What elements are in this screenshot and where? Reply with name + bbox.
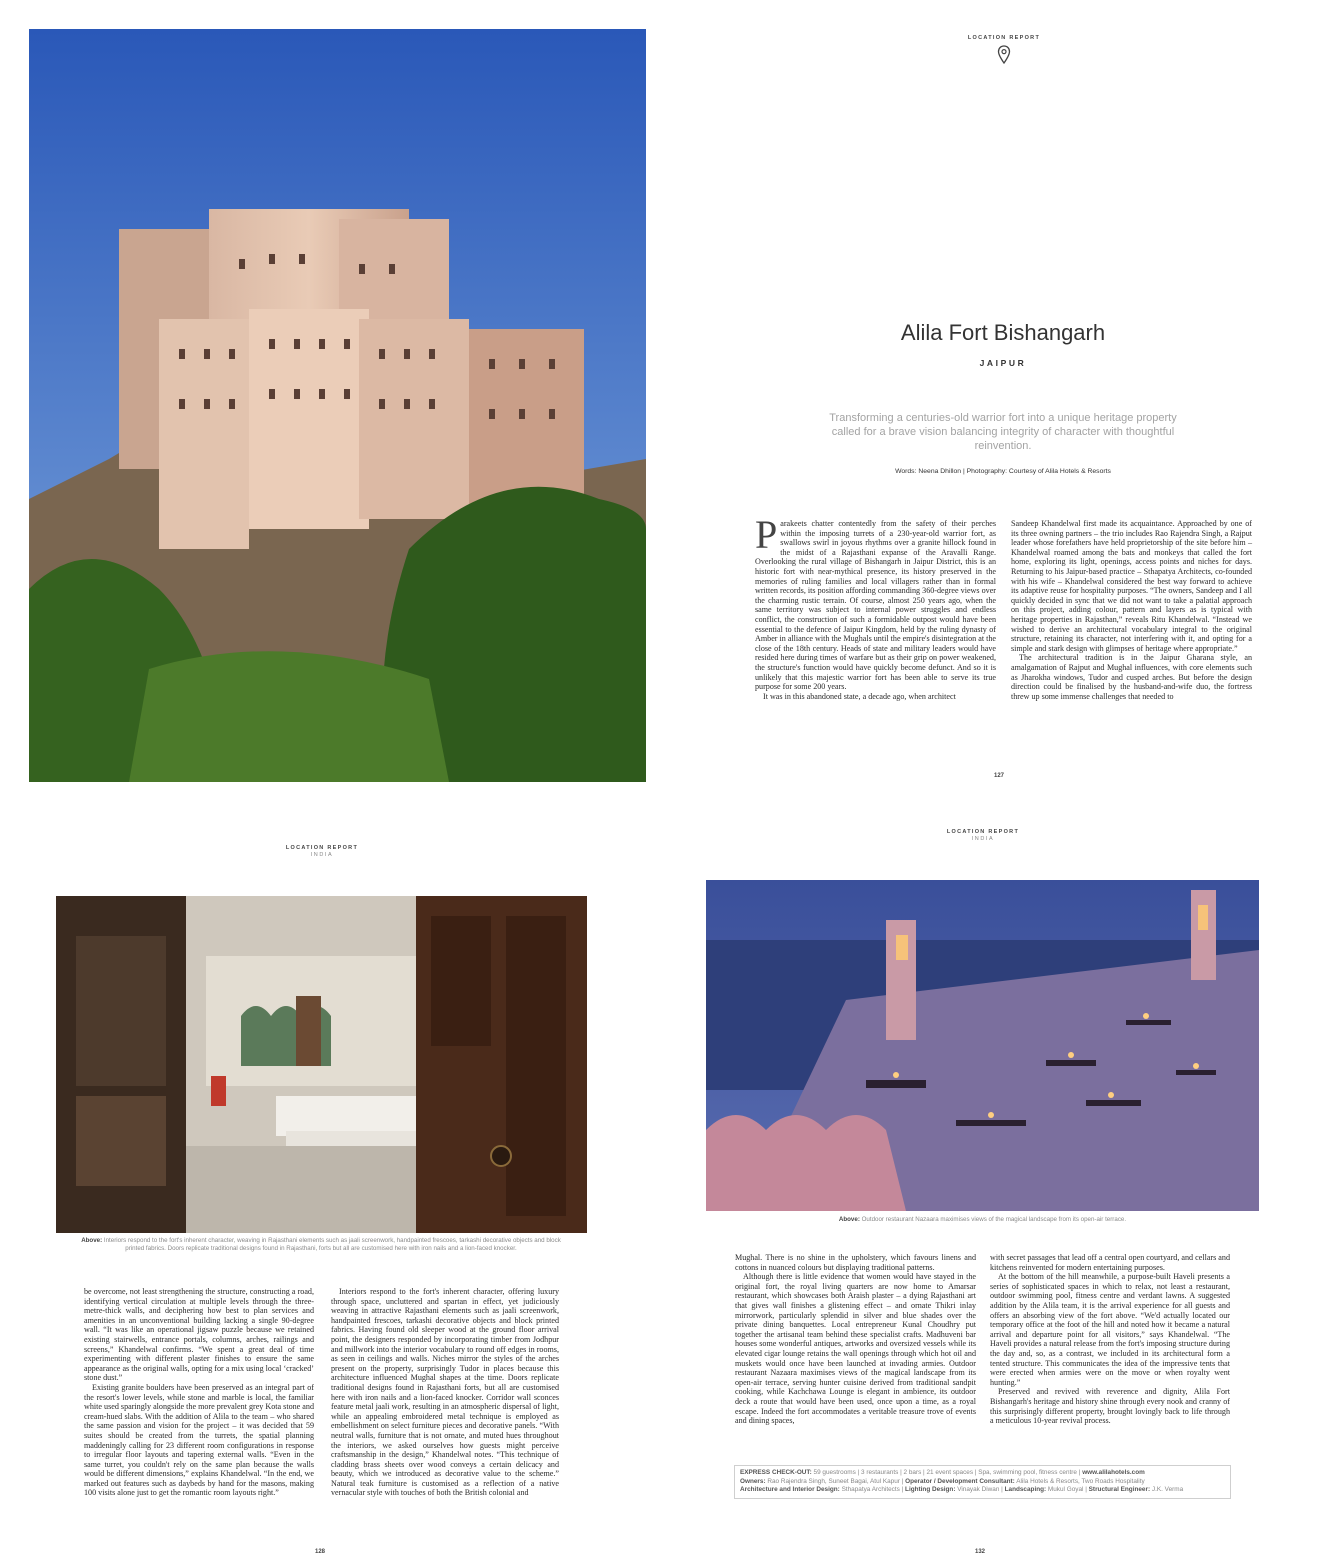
article-title: Alila Fort Bishangarh bbox=[900, 320, 1106, 345]
page128-column-left: be overcome, not least strengthening the structure, constructing a road, identifying vertical circulation at multiple levels through the three-metre-thick walls, and deciphering how best to plan services and amenities in an unconventional building lacking a single 90-degree wall. “It was like an operational jigsaw puzzle because we retained existing stairwells, entrance portals, columns, arches, railings and screens,” Khandelwal confirms. “We spent a great deal of time experimenting with different plaster finishes to ensure the same appearance as the original walls, opting for a mix using local ‘cracked’ stone dust.” Existing granite boulders have been preserved as an integral part of the resort's lower levels, while stone and marble is local, the familiar white used sparingly alongside the more prevalent grey Kota stone and cream-hued slabs. With the addition of Alila to the team – who shared the same passion and vision for the project – it was decided that 59 suites should be created from the turrets, the spatial planning maddeningly calling for 23 different room configurations in response to irregular floor layouts and tapering external walls. “Even in the same turret, you couldn't rely on the same plan because the walls would be different dimensions,” explains Khandelwal. “In the end, we marked out features such as daybeds by hand for the masons, making 100 visits alone just to get the romantic room layouts right.” bbox=[84, 1287, 314, 1498]
fort-exterior-photo bbox=[29, 29, 646, 782]
page127-column-right: Sandeep Khandelwal first made its acquaintance. Approached by one of its three owning partners – the trio includes Rao Rajendra Singh, a Rajput leader whose forefathers have held proprietorship of the site before him – Khandelwal roamed among the bats and monkeys that called the fort home, exploring its light, openings, access points and niches for days. Returning to his Jaipur-based practice – Sthapatya Architects, co-founded with his wife – Khandelwal considered the best way forward to achieve its adaptive reuse for hospitality purposes. “The owners, Sandeep and I all quickly decided in sync that we did not want to take a palatial approach on this project, adding colour, pattern and layers as is typical with heritage properties in Rajasthan,” reveals Ritu Khandelwal. “Instead we wished to derive an architectural vocabulary integral to the original structure, retaining its character, not interfering with it, and opting for a simple and stark design with glimpses of heritage where appropriate.” The architectural tradition is in the Jaipur Gharana style, an amalgamation of Rajput and Mughal influences, with core elements such as Jharokha windows, Tudor and cusped arches. But before the design direction could be finalised by the husband-and-wife duo, the fortress threw up some immense challenges that needed to bbox=[1011, 519, 1252, 701]
factbox-row: Architecture and Interior Design: Sthapatya Architects | Lighting Design: Vinayak Diwan | Landscaping: Mukul Goyal | Structural Engineer: J.K. Verma bbox=[740, 1486, 1184, 1494]
page-number: 127 bbox=[994, 773, 1005, 779]
page128-column-right: Interiors respond to the fort's inherent character, offering luxury through space, uncluttered and spartan in effect, yet judiciously weaving in attractive Rajasthani elements such as jaali screenwork, handpainted frescoes, tarkashi decorative objects and block printed fabrics. Having found old sleeper wood at the ground floor arrival point, the designers responded by incorporating timber from Jodhpur and millwork into the interior vocabulary to round off edges in rooms, as seen in ceilings and walls. Niches mirror the styles of the arches present on the property, surprisingly Tudor in places because this architecture influenced Mughal shapes at the time. Doors replicate traditional designs found in Rajasthani forts, but all are customised here with iron nails and a lion-faced knocker. Corridor wall sconces feature metal jaali work, resulting in an atmospheric dispersal of light, while an appealing embroidered metal technique is employed as embellishment on select furniture pieces and decorative panels. “With neutral walls, furniture that is not ornate, and muted hues throughout the interiors, we asked ourselves how guests might perceive craftsmanship in the design,” Khandelwal notes. “This technique of cladding brass sheets over wood conveys a certain delicacy and beauty, which we introduced as decorative value to the scheme.” Natural teak furniture is customised as a reflection of a native vernacular style with touches of both the British colonial and bbox=[331, 1287, 559, 1498]
location-pin-icon bbox=[997, 45, 1011, 65]
factbox-row: Owners: Rao Rajendra Singh, Suneet Bagai, Atul Kapur | Operator / Development Consultant: Alila Hotels & Resorts, Two Roads Hospitality bbox=[740, 1477, 1145, 1485]
page132-column-right: with secret passages that lead off a central open courtyard, and cellars and kitchens reinvented for modern entertaining purposes. At the bottom of the hill meanwhile, a purpose-built Haveli presents a series of sophisticated spaces in which to relax, not least a restaurant, outdoor swimming pool, fitness centre and verdant lawns. A suggested addition by the Alila team, it is the arrival experience for all guests and offers an absorbing view of the fort above. “We'd actually located our temporary office at the foot of the hill and noted how it became a natural arrival and departure point for all visitors,” says Khandelwal. “The Haveli provides a natural release from the fort's imposing structure during the day and, so, as a contrast, we included in its architectural form a tented structure. This communicates the idea of the impressive tents that were erected when armies were on the move or when royalty went hunting.” Preserved and revived with reverence and dignity, Alila Fort Bishangarh's heritage and history shine through every nook and cranny of this surprisingly different property, brought lovingly back to life through a meticulous 10-year revival process. bbox=[990, 1253, 1230, 1426]
page-header: LOCATION REPORT bbox=[967, 35, 1041, 41]
terrace-restaurant-photo bbox=[706, 880, 1259, 1211]
page127-column-left: Parakeets chatter contentedly from the safety of their perches within the imposing turrets of a 230-year-old warrior fort, as swallows swirl in joyous rhythms over a granite hillock found in the midst of a Rajasthani expanse of the Aravalli Range. Overlooking the rural village of Bishangarh in Jaipur District, this is an historic fort with near-mythical presence, its history preserved in the memories of ruling families and local villagers rather than in formal written records, its position affording commanding 360-degree views over the charming rustic terrain. Of course, almost 250 years ago, when the same territory was subject to internal power struggles and endless conflict, the construction of such a formidable outpost would have been essential to the defence of Jaipur Kingdom, held by the ruling dynasty of Amber in alliance with the Mughals until the empire's disintegration at the close of the 18th century. Heads of state and military leaders would have resided here during times of warfare but as their grip on power weakened, the structure's function would have quickly become defunct. And so it is unlikely that this majestic warrior fort has been able to serve its true purpose for some 200 years. It was in this abandoned state, a decade ago, when architect bbox=[755, 512, 996, 701]
photo-caption: Above: Outdoor restaurant Nazaara maximises views of the magical landscape from its open-air terrace. bbox=[838, 1216, 1127, 1223]
page-header: LOCATION REPORT INDIA bbox=[946, 829, 1020, 842]
website-link[interactable]: www.alilahotels.com bbox=[1082, 1469, 1145, 1476]
page132-column-left: Mughal. There is no shine in the upholstery, which favours linens and cottons in nuanced colours but displaying traditional patterns. Although there is little evidence that women would have stayed in the original fort, the royal living quarters are now home to Amarsar restaurant, which showcases both Araish plaster – a dying Rajasthani art that gives wall finishes a glistening effect – and ornate Thikri inlay mirrorwork, particularly splendid in silver and blue shades over the private dining banquettes. Local entrepreneur Kunal Choudhry put together the artisanal team behind these specialist crafts. Madhuveni bar houses some wonderful antiques, artworks and oversized vessels while its elevated cigar lounge retains the wall openings through which hot oil and muskets would once have been launched at invading armies. Outdoor restaurant Nazaara maximises views of the magical landscape from its open-air terrace, serving hunter cuisine derived from traditional sandpit cooking, while Kachchawa Lounge is elegant in ambience, its outdoor deck a route that would have been used, once upon a time, as a royal escape. Indeed the fort accommodates a veritable treasure trove of events and dining spaces, bbox=[735, 1253, 976, 1426]
byline-credits: Words: Neena Dhillon | Photography: Courtesy of Alila Hotels & Resorts bbox=[895, 468, 1111, 475]
article-location: JAIPUR bbox=[979, 358, 1027, 368]
factbox-row: EXPRESS CHECK-OUT: 59 guestrooms | 3 restaurants | 2 bars | 21 event spaces | Spa, swimming pool, fitness centre | www.alilahotels.com bbox=[740, 1469, 1145, 1476]
page-header: LOCATION REPORT INDIA bbox=[285, 845, 359, 858]
express-checkout-factbox bbox=[734, 1465, 1231, 1499]
photo-caption: Above: Interiors respond to the fort's inherent character, weaving in Rajasthani elements such as jaali screenwork, handpainted frescoes, tarkashi decorative objects and block printed fabrics. Doors replicate traditional designs found in Rajasthani, forts but all are customised here with iron nails and a lion-faced knocker. bbox=[81, 1237, 561, 1252]
suite-interior-photo bbox=[56, 896, 587, 1233]
page-number: 128 bbox=[315, 1549, 326, 1555]
dropcap: P bbox=[755, 512, 778, 557]
page-number: 132 bbox=[975, 1549, 986, 1555]
standfirst: Transforming a centuries-old warrior fort into a unique heritage property called for a brave vision balancing integrity of character with thoughtful reinvention. bbox=[829, 412, 1177, 452]
